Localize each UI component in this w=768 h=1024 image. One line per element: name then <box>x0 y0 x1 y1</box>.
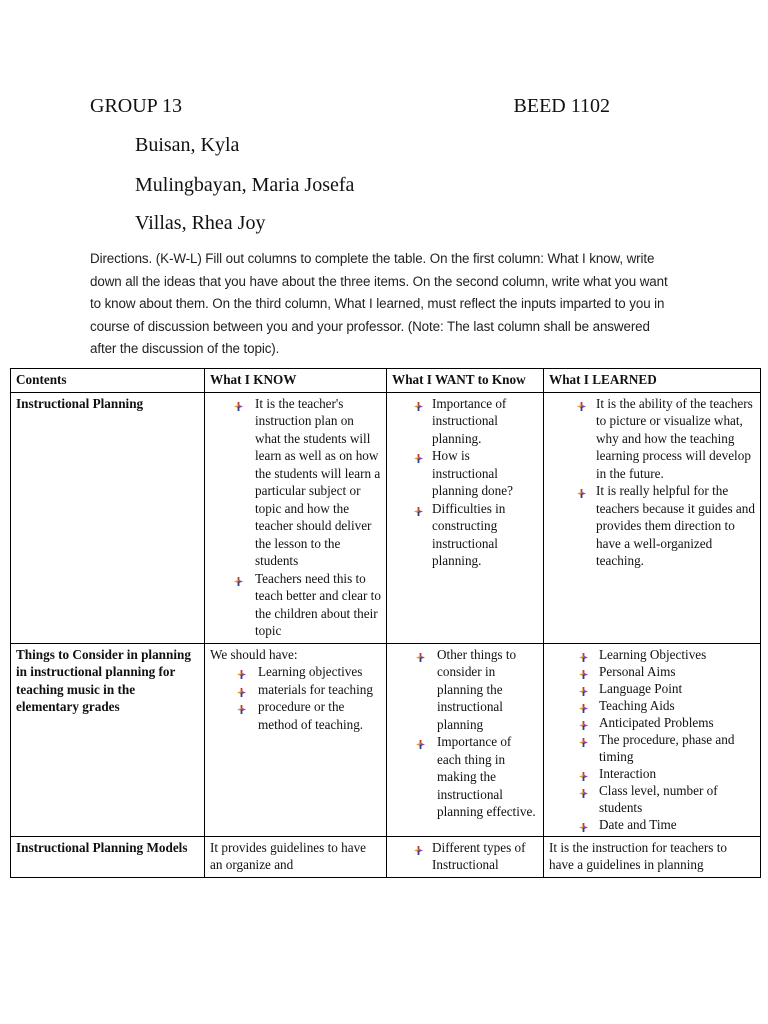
know-list <box>210 395 381 640</box>
bullet-icon <box>237 684 246 693</box>
list-item-text: Teaching Aids <box>599 697 675 713</box>
learned-cell <box>544 643 761 836</box>
list-item-text: Learning objectives <box>258 664 363 679</box>
member-name: Villas, Rhea Joy <box>135 212 266 234</box>
column-header: What I KNOW <box>205 369 387 393</box>
row-content-cell: Instructional Planning Models <box>11 836 205 877</box>
bullet-icon <box>579 700 588 709</box>
list-item-text: It is the ability of the teachers to picture or visualize what, why and how the teaching learning process will develop in the future. <box>596 395 753 481</box>
bullet-icon <box>416 649 425 658</box>
list-item <box>596 482 755 570</box>
table-row <box>11 392 761 643</box>
list-item-text: Teachers need this to teach better and clear to the children about their topic <box>255 570 381 638</box>
list-item-text: Learning Objectives <box>599 646 707 662</box>
list-item-text: The procedure, phase and timing <box>599 731 735 764</box>
group-label: GROUP 13 <box>90 95 183 117</box>
learned-list <box>549 395 755 570</box>
list-item <box>599 765 755 782</box>
want-list <box>392 646 538 821</box>
learned-cell: It is the instruction for teachers to have a guidelines in planning <box>544 836 761 877</box>
directions-text: Directions. (K-W-L) Fill out columns to complete the table. On the first column: What I know, write down all the ideas that you have about the three items. On the second column, write what you want to know about them. On the third column, What I learned, must reflect the inputs imparted to you in course of discussion between you and your professor. (Note: The last column shall be answered after the discussion of the topic). <box>90 251 668 357</box>
bullet-icon <box>579 683 588 692</box>
list-item <box>258 681 381 699</box>
bullet-icon <box>579 717 588 726</box>
list-item <box>437 733 538 821</box>
want-list <box>392 839 538 874</box>
bullet-icon <box>577 485 586 494</box>
list-item-text: Date and Time <box>599 816 677 832</box>
list-item <box>599 680 755 697</box>
list-item <box>258 698 381 733</box>
bullet-icon <box>579 649 588 658</box>
want-list <box>392 395 538 570</box>
list-item <box>599 697 755 714</box>
bullet-icon <box>234 573 243 582</box>
list-item-text: How is instructional planning done? <box>432 448 513 498</box>
list-item-text: Anticipated Problems <box>599 714 714 730</box>
list-item-text: Class level, number of students <box>599 782 718 815</box>
bullet-icon <box>579 785 588 794</box>
list-item <box>596 395 755 483</box>
header-line <box>90 95 610 118</box>
row-content-cell: Things to Consider in planning in instructional planning for teaching music in the elementary grades <box>11 643 205 836</box>
want-cell <box>387 643 544 836</box>
learned-cell <box>544 392 761 643</box>
know-cell: It provides guidelines to have an organize and <box>205 836 387 877</box>
bullet-icon <box>416 736 425 745</box>
list-item-text: Importance of each thing in making the instructional planning effective. <box>437 734 536 819</box>
bullet-icon <box>414 503 423 512</box>
bullet-icon <box>414 398 423 407</box>
table-row <box>11 836 761 877</box>
list-item-text: It is the teacher's instruction plan on what the students will learn as well as on how the students will learn a particular subject or topic and how the teacher should deliver the lesson to the students <box>255 395 381 568</box>
bullet-icon <box>579 819 588 828</box>
list-item <box>255 395 381 570</box>
list-item-text: Different types of Instructional <box>432 839 526 872</box>
list-item <box>599 816 755 833</box>
member-name: Buisan, Kyla <box>135 134 240 156</box>
list-item <box>599 782 755 816</box>
know-cell <box>205 392 387 643</box>
column-header: What I WANT to Know <box>387 369 544 393</box>
row-content-cell: Instructional Planning <box>11 392 205 643</box>
bullet-icon <box>577 398 586 407</box>
list-item <box>599 731 755 765</box>
list-item-text: Interaction <box>599 765 657 781</box>
bullet-icon <box>414 450 423 459</box>
member-name: Mulingbayan, Maria Josefa <box>135 174 355 196</box>
list-item <box>599 714 755 731</box>
list-item-text: Other things to consider in planning the instructional planning <box>437 646 517 732</box>
learned-list <box>549 646 755 833</box>
table-header-row <box>11 369 761 393</box>
list-item <box>599 646 755 663</box>
bullet-icon <box>579 768 588 777</box>
bullet-icon <box>237 701 246 710</box>
list-item-text: procedure or the method of teaching. <box>258 699 364 732</box>
list-item <box>432 500 538 570</box>
kwl-table <box>10 368 761 878</box>
column-header: What I LEARNED <box>544 369 761 393</box>
list-item <box>432 447 538 500</box>
list-item-text: Language Point <box>599 680 683 696</box>
know-intro: We should have: <box>210 646 298 662</box>
list-item-text: materials for teaching <box>258 681 373 697</box>
know-cell <box>205 643 387 836</box>
list-item-text: Difficulties in constructing instructional planning. <box>432 500 506 568</box>
want-cell <box>387 392 544 643</box>
list-item <box>255 570 381 640</box>
bullet-icon <box>414 842 423 851</box>
bullet-icon <box>579 666 588 675</box>
bullet-icon <box>579 734 588 743</box>
bullet-icon <box>234 398 243 407</box>
want-cell <box>387 836 544 877</box>
course-label: BEED 1102 <box>513 95 610 117</box>
list-item-text: It is really helpful for the teachers because it guides and provides them direction to have a well-organized teaching. <box>596 483 755 568</box>
table-row <box>11 643 761 836</box>
know-list <box>210 663 381 733</box>
list-item <box>437 646 538 734</box>
list-item-text: Personal Aims <box>599 663 676 679</box>
list-item <box>432 395 538 448</box>
list-item <box>258 663 381 681</box>
column-header: Contents <box>11 369 205 393</box>
list-item-text: Importance of instructional planning. <box>432 395 507 446</box>
bullet-icon <box>237 666 246 675</box>
list-item <box>599 663 755 680</box>
list-item <box>432 839 538 874</box>
